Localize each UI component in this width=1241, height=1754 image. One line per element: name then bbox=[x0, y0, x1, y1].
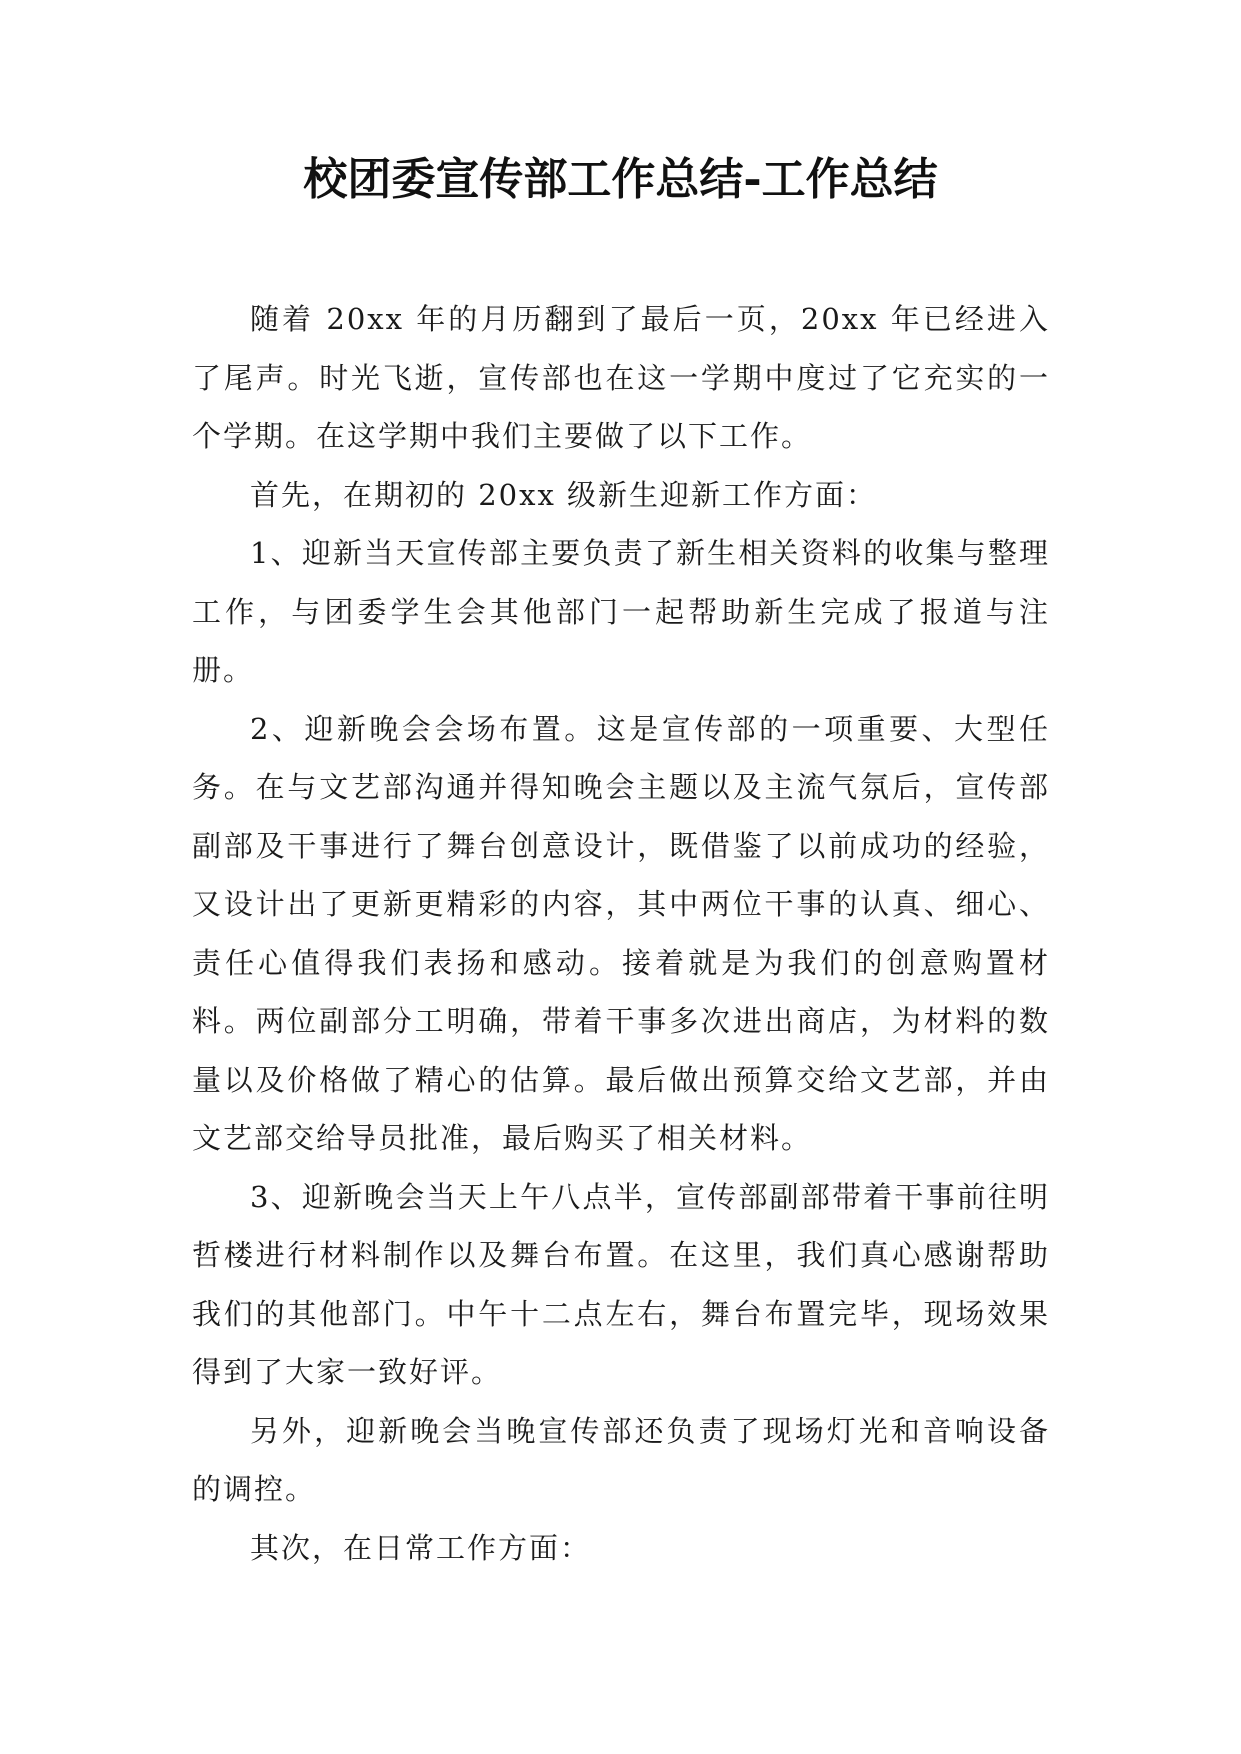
paragraph-item-1: 1、迎新当天宣传部主要负责了新生相关资料的收集与整理工作，与团委学生会其他部门一起帮助新生完成了报道与注册。 bbox=[192, 536, 1050, 687]
paragraph-item-2: 2、迎新晚会会场布置。这是宣传部的一项重要、大型任务。在与文艺部沟通并得知晚会主题以及主流气氛后，宣传部副部及干事进行了舞台创意设计，既借鉴了以前成功的经验，又设计出了更新更精彩的内容，其中两位干事的认真、细心、责任心值得我们表扬和感动。接着就是为我们的创意购置材料。两位副部分工明确，带着干事多次进出商店，为材料的数量以及价格做了精心的估算。最后做出预算交给文艺部，并由文艺部交给导员批准，最后购买了相关材料。 bbox=[192, 711, 1050, 1155]
paragraph-first: 首先，在期初的 20xx 级新生迎新工作方面： bbox=[250, 477, 878, 512]
document-body bbox=[192, 290, 1050, 1577]
paragraph-second: 其次，在日常工作方面： bbox=[250, 1530, 592, 1565]
paragraph-intro: 随着 20xx 年的月历翻到了最后一页，20xx 年已经进入了尾声。时光飞逝，宣传部也在这一学期中度过了它充实的一个学期。在这学期中我们主要做了以下工作。 bbox=[192, 302, 1050, 453]
paragraph-item-3: 3、迎新晚会当天上午八点半，宣传部副部带着干事前往明哲楼进行材料制作以及舞台布置。在这里，我们真心感谢帮助我们的其他部门。中午十二点左右，舞台布置完毕，现场效果得到了大家一致好评。 bbox=[192, 1179, 1050, 1389]
paragraph-additional: 另外，迎新晚会当晚宣传部还负责了现场灯光和音响设备的调控。 bbox=[192, 1413, 1050, 1506]
document-title: 校团委宣传部工作总结-工作总结 bbox=[303, 154, 938, 205]
